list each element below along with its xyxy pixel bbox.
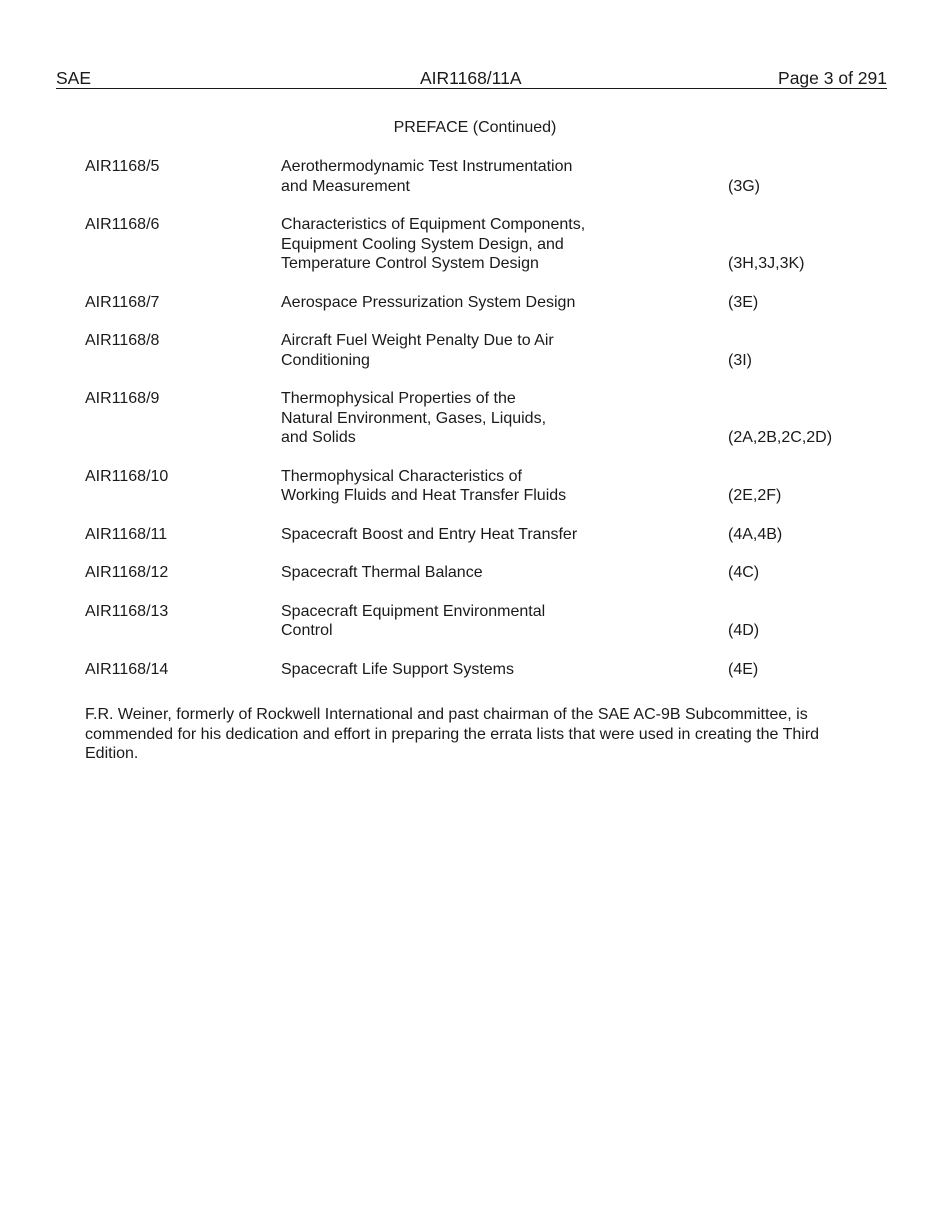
page-header [56,68,887,89]
list-item [85,215,885,274]
section-code: (4D) [728,622,760,639]
section-code: (4C) [728,564,760,581]
document-number: AIR1168/7 [85,293,160,311]
list-item [85,157,885,196]
section-code: (2E,2F) [728,487,782,504]
list-item [85,602,885,641]
document-number: AIR1168/12 [85,564,169,581]
document-title: Thermophysical Properties of the Natural Environment, Gases, Liquids, and Solids [281,390,547,446]
section-code: (4A,4B) [728,525,783,543]
header-page-number: Page 3 of 291 [778,68,887,88]
list-item [85,389,885,448]
list-item [85,563,885,583]
section-code: (3I) [728,351,752,369]
document-number: AIR1168/5 [85,158,160,175]
document-title: Thermophysical Characteristics of Working Fluids and Heat Transfer Fluids [281,467,567,504]
document-title: Spacecraft Boost and Entry Heat Transfer [281,525,578,543]
list-item [85,467,885,506]
document-number: AIR1168/8 [85,332,160,349]
section-code: (3H,3J,3K) [728,255,805,272]
document-title: Characteristics of Equipment Components, Equipment Cooling System Design, and Temperature Control System Design [281,216,586,272]
list-item [85,293,885,313]
section-code: (3G) [728,177,760,195]
list-item [85,660,885,680]
document-number: AIR1168/10 [85,467,169,485]
document-number: AIR1168/11 [85,525,168,543]
section-code: (3E) [728,293,759,311]
document-number: AIR1168/9 [85,390,160,407]
list-item [85,525,885,545]
document-title: Spacecraft Life Support Systems [281,660,514,678]
document-title: Aerothermodynamic Test Instrumentation and Measurement [281,158,573,195]
document-title: Spacecraft Equipment Environmental Control [281,602,546,639]
list-item [85,331,885,370]
document-title: Spacecraft Thermal Balance [281,564,483,581]
document-number: AIR1168/6 [85,216,160,233]
header-org: SAE [56,68,92,88]
section-code: (2A,2B,2C,2D) [728,429,833,446]
document-title: Aerospace Pressurization System Design [281,293,576,311]
section-title: PREFACE (Continued) [393,119,557,136]
document-list [85,157,885,698]
document-number: AIR1168/14 [85,660,169,678]
acknowledgement-paragraph: F.R. Weiner, formerly of Rockwell International and past chairman of the SAE AC-9B Subcommittee, is commended for his dedication and effort in preparing the errata lists that were used in creating the Third Edition. [85,706,820,762]
section-code: (4E) [728,660,759,678]
document-number: AIR1168/13 [85,602,169,620]
header-document-id: AIR1168/11A [420,68,522,88]
document-title: Aircraft Fuel Weight Penalty Due to Air Conditioning [281,332,554,369]
